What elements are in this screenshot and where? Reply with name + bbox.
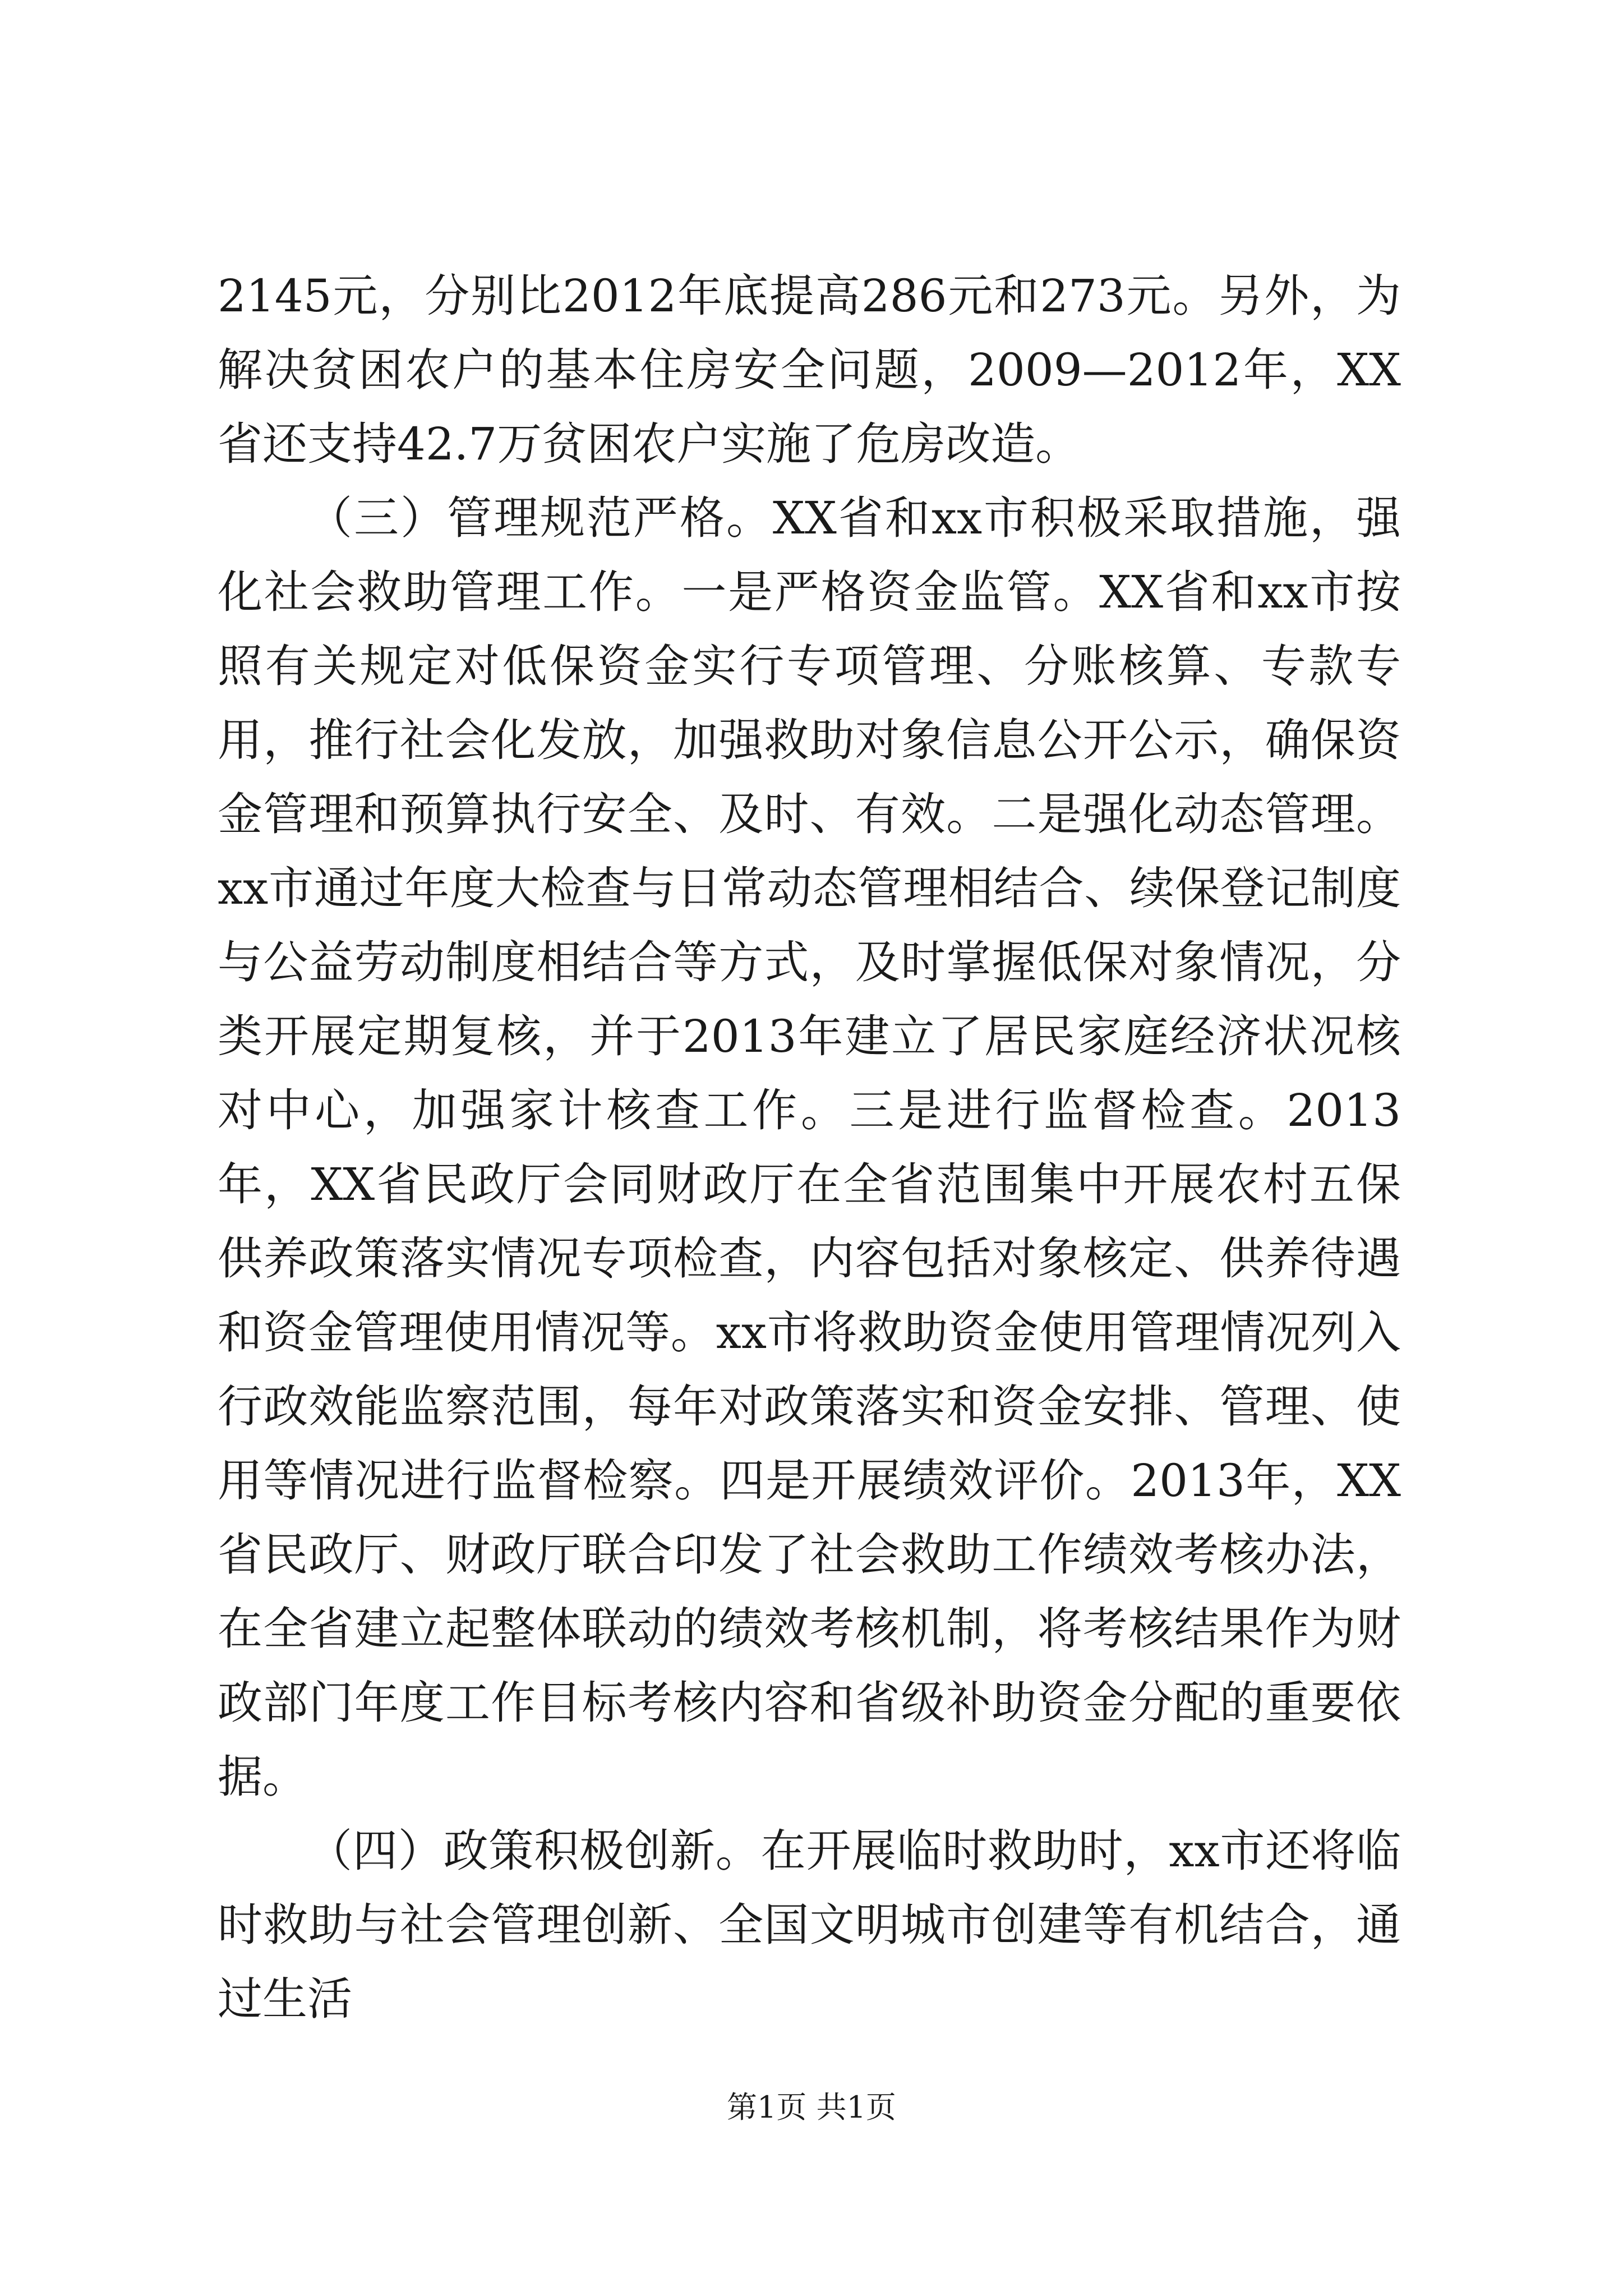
paragraph-continuation: 2145元，分别比2012年底提高286元和273元。另外，为解决贫困农户的基本住房安全问题，2009—2012年，XX省还支持42.7万贫困农户实施了危房改造。 xyxy=(218,270,1401,470)
document-body xyxy=(218,259,1401,2036)
page-footer: 第1页 共1页 xyxy=(727,2090,896,2125)
paragraph-section-4: （四）政策积极创新。在开展临时救助时，xx市还将临时救助与社会管理创新、全国文明城市创建等有机结合，通过生活 xyxy=(218,1825,1401,2025)
paragraph-section-3: （三）管理规范严格。XX省和xx市积极采取措施，强化社会救助管理工作。一是严格资金监管。XX省和xx市按照有关规定对低保资金实行专项管理、分账核算、专款专用，推行社会化发放，加强救助对象信息公开公示，确保资金管理和预算执行安全、及时、有效。二是强化动态管理。xx市通过年度大检查与日常动态管理相结合、续保登记制度与公益劳动制度相结合等方式，及时掌握低保对象情况，分类开展定期复核，并于2013年建立了居民家庭经济状况核对中心，加强家计核查工作。三是进行监督检查。2013年，XX省民政厅会同财政厅在全省范围集中开展农村五保供养政策落实情况专项检查，内容包括对象核定、供养待遇和资金管理使用情况等。xx市将救助资金使用管理情况列入行政效能监察范围，每年对政策落实和资金安排、管理、使用等情况进行监督检察。四是开展绩效评价。2013年，XX省民政厅、财政厅联合印发了社会救助工作绩效考核办法，在全省建立起整体联动的绩效考核机制，将考核结果作为财政部门年度工作目标考核内容和省级补助资金分配的重要依据。 xyxy=(218,492,1401,1803)
